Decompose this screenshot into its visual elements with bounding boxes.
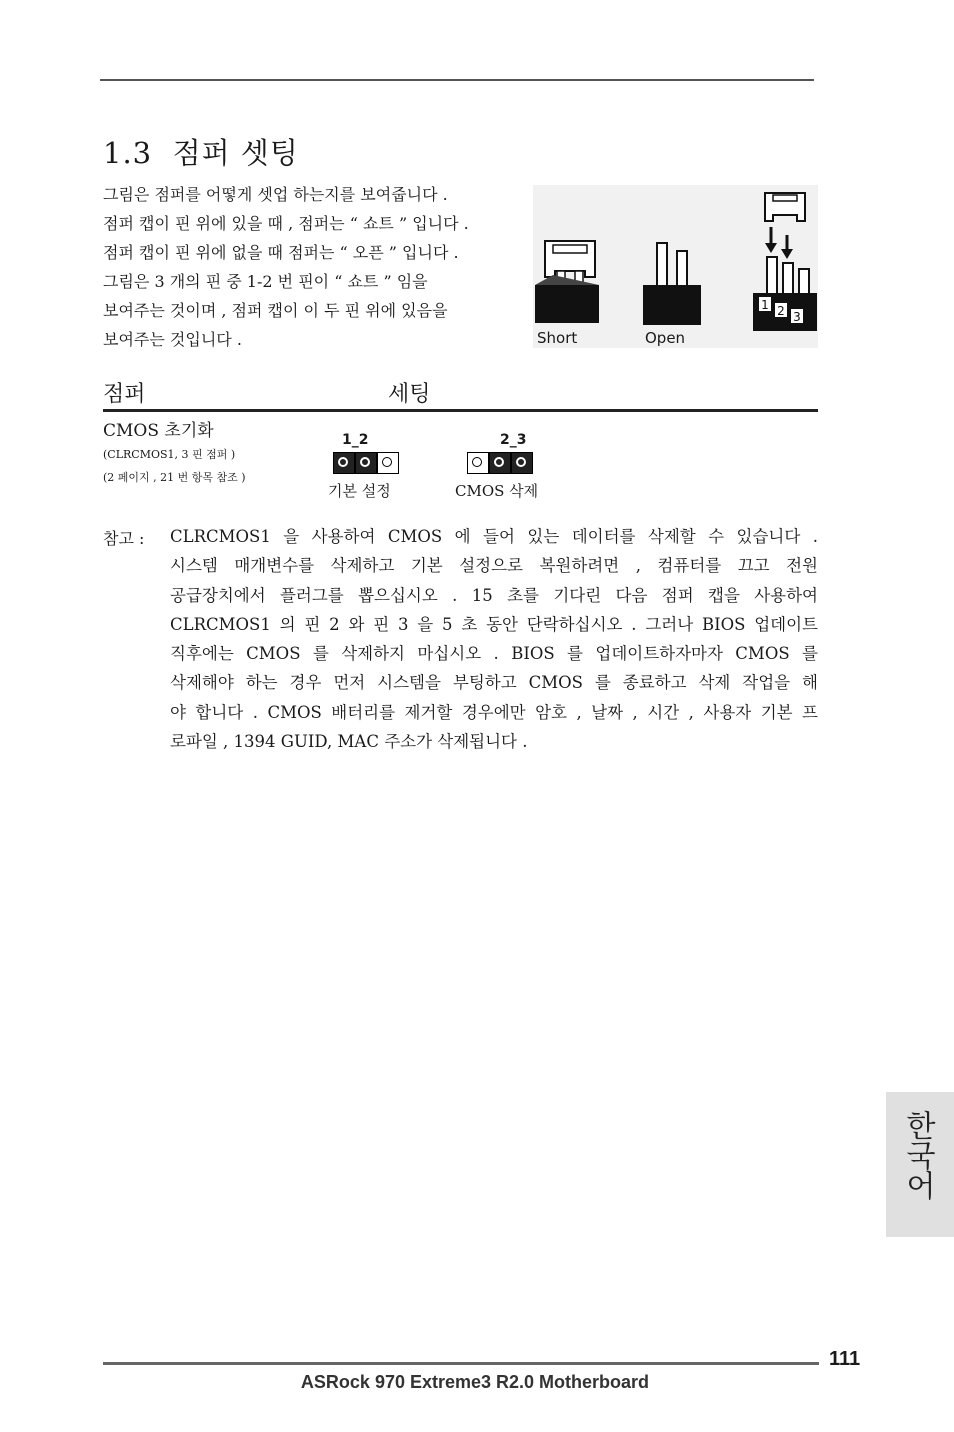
pin-number-3: 3 — [793, 310, 801, 324]
note-line: CLRCMOS1 을 사용하여 CMOS 에 들어 있는 데이터를 삭제할 수 있습니다 . — [170, 527, 818, 546]
jumper-default-pins — [333, 452, 399, 474]
open-jumper-icon — [643, 243, 701, 325]
intro-line: 점퍼 캡이 핀 위에 있을 때 , 점퍼는 “ 쇼트 ” 입니다 . — [103, 214, 469, 233]
top-rule — [100, 79, 814, 81]
language-side-tab — [886, 1092, 954, 1237]
page-number: 111 — [829, 1348, 861, 1370]
intro-line: 점퍼 캡이 핀 위에 없을 때 점퍼는 “ 오픈 ” 입니다 . — [103, 243, 459, 262]
jumper-default-caption: 기본 설정 — [328, 482, 391, 500]
short-jumper-icon — [535, 241, 599, 323]
note-line: CLRCMOS1 의 핀 2 와 핀 3 을 5 초 동안 단락하십시오 . 그러나 BIOS 업데이트 — [170, 614, 818, 634]
pin-shorted — [333, 452, 355, 474]
note-line: 공급장치에서 플러그를 뽑으십시오 . 15 초를 기다린 다음 점퍼 캡을 사용하여 — [170, 585, 818, 605]
jumper-illustration — [533, 185, 818, 348]
intro-line: 보여주는 것이며 , 점퍼 캡이 이 두 핀 위에 있음을 — [103, 301, 448, 320]
footer-title: ASRock 970 Extreme3 R2.0 Motherboard — [300, 1372, 650, 1392]
note-line: 로파일 , 1394 GUID, MAC 주소가 삭제됩니다 . — [170, 732, 528, 752]
pin-number-1: 1 — [761, 298, 769, 312]
intro-line: 그림은 3 개의 핀 중 1-2 번 핀이 “ 쇼트 ” 임을 — [103, 272, 428, 291]
cmos-clear-sub2: (2 페이지 , 21 번 항목 참조 ) — [103, 471, 246, 484]
footer-rule — [103, 1362, 819, 1365]
pin-open — [467, 452, 489, 474]
col-header-jumper: 점퍼 — [103, 382, 146, 407]
note-line: 야 합니다 . CMOS 배터리를 제거할 경우에만 암호 , 날짜 , 시간 , 사용자 기본 프 — [170, 702, 818, 722]
jumper-diagram — [533, 185, 818, 348]
col-header-setting: 세팅 — [388, 382, 431, 407]
intro-paragraph — [103, 180, 543, 354]
table-header-rule — [103, 409, 818, 412]
section-title: 1.3 점퍼 셋팅 — [103, 136, 299, 170]
note-label: 참고 : — [103, 529, 145, 548]
note-body — [170, 522, 818, 756]
jumper-clear-label: 2_3 — [500, 432, 527, 448]
intro-line: 보여주는 것입니다 . — [103, 330, 242, 349]
open-label: Open — [645, 329, 686, 347]
jumper-clear-caption: CMOS 삭제 — [455, 482, 539, 500]
intro-line: 그림은 점퍼를 어떻게 셋업 하는지를 보여줍니다 . — [103, 185, 448, 204]
jumper-clear-pins — [467, 452, 533, 474]
jumper-default-label: 1_2 — [342, 432, 369, 448]
cmos-clear-name: CMOS 초기화 — [103, 421, 214, 441]
pin-shorted — [511, 452, 533, 474]
three-pin-jumper-icon — [753, 193, 817, 331]
note-line: 시스템 매개변수를 삭제하고 기본 설정으로 복원하려면 , 컴퓨터를 끄고 전원 — [170, 556, 818, 576]
pin-number-2: 2 — [777, 304, 785, 318]
note-line: 삭제해야 하는 경우 먼저 시스템을 부팅하고 CMOS 를 종료하고 삭제 작업을 해 — [170, 673, 818, 693]
pin-open — [377, 452, 399, 474]
language-side-tab-text: 한국어 — [900, 1110, 935, 1200]
pin-shorted — [355, 452, 377, 474]
note-line: 직후에는 CMOS 를 삭제하지 마십시오 . BIOS 를 업데이트하자마자 CMOS 를 — [170, 644, 818, 664]
short-label: Short — [537, 329, 578, 347]
cmos-clear-sub1: (CLRCMOS1, 3 핀 점퍼 ) — [103, 448, 236, 461]
pin-shorted — [489, 452, 511, 474]
